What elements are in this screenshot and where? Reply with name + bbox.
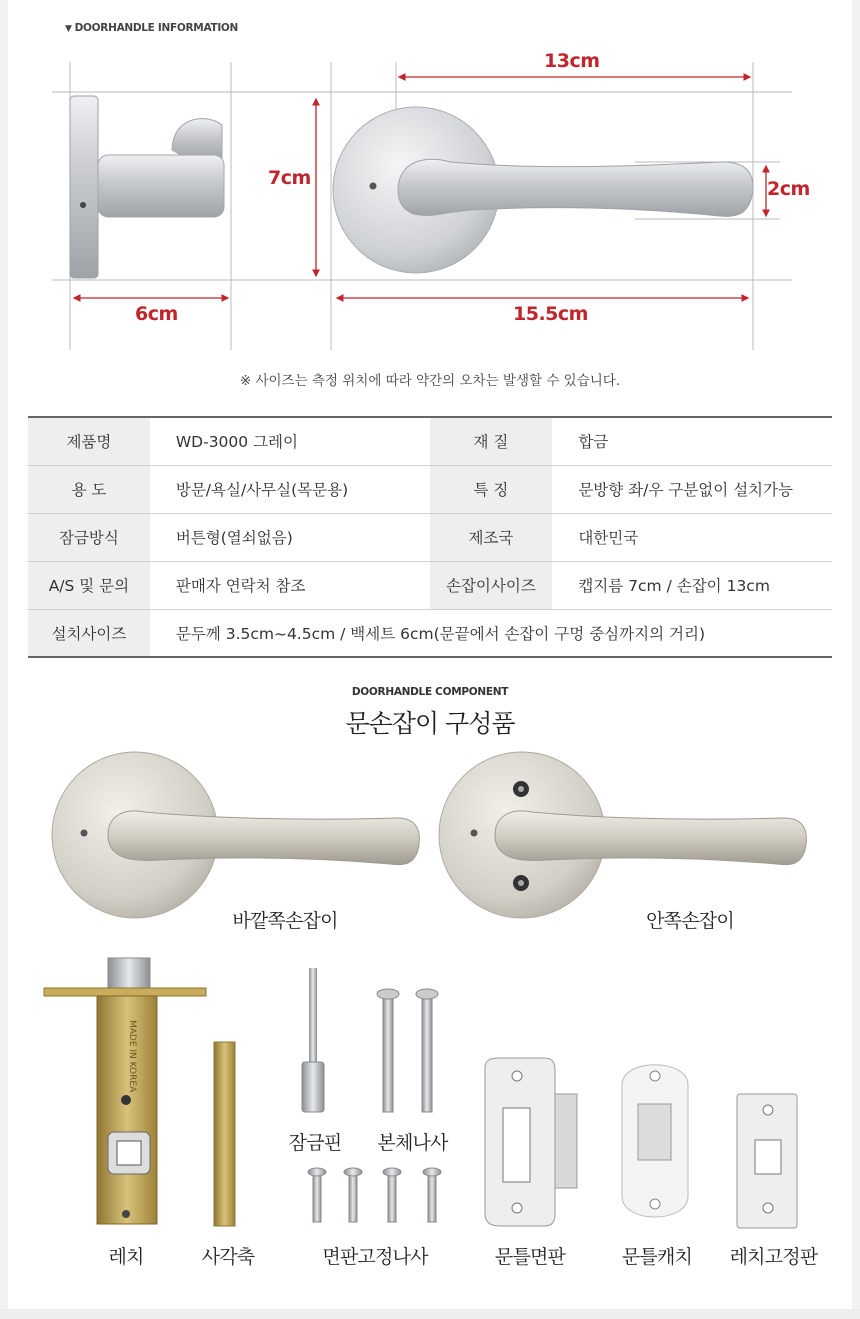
table-row bbox=[28, 609, 832, 657]
caption-lock-pin: 잠금핀 bbox=[288, 1132, 342, 1154]
caption-outer-handle: 바깥쪽손잡이 bbox=[232, 910, 338, 932]
spec-header: 설치사이즈 bbox=[28, 609, 150, 657]
body-screws-drawing bbox=[377, 989, 438, 1112]
triangle-down-icon: ▼ bbox=[65, 24, 72, 34]
info-section-label-text: DOORHANDLE INFORMATION bbox=[74, 22, 239, 34]
spec-header: 제조국 bbox=[430, 513, 553, 561]
dim-total-length: 15.5cm bbox=[513, 303, 588, 325]
spec-value: 판매자 연락처 참조 bbox=[150, 561, 430, 609]
spec-value: 문두께 3.5cm~4.5cm / 백세트 6cm(문끝에서 손잡이 구멍 중심까지의 거리) bbox=[175, 624, 705, 643]
info-section-label bbox=[65, 22, 238, 34]
caption-face-screws: 면판고정나사 bbox=[322, 1246, 428, 1268]
dim-width-top: 13cm bbox=[544, 50, 600, 72]
caption-latch-plate: 레치고정판 bbox=[729, 1246, 818, 1268]
spec-header: 손잡이사이즈 bbox=[430, 561, 553, 609]
side-view-handle-drawing bbox=[70, 96, 224, 278]
spec-value: 방문/욕실/사무실(목문용) bbox=[150, 465, 430, 513]
table-row bbox=[28, 513, 832, 561]
table-row bbox=[28, 417, 832, 465]
caption-spindle: 사각축 bbox=[201, 1246, 255, 1268]
spec-value: 버튼형(열쇠없음) bbox=[150, 513, 430, 561]
spec-header: 잠금방식 bbox=[28, 513, 150, 561]
spec-value: 문방향 좌/우 구분없이 설치가능 bbox=[552, 465, 832, 513]
caption-body-screws: 본체나사 bbox=[377, 1132, 448, 1154]
table-row bbox=[28, 465, 832, 513]
spec-value: 대한민국 bbox=[552, 513, 832, 561]
spec-value: 캡지름 7cm / 손잡이 13cm bbox=[552, 561, 832, 609]
dim-height: 7cm bbox=[268, 167, 311, 189]
size-note: ※ 사이즈는 측정 위치에 따라 약간의 오차는 발생할 수 있습니다. bbox=[239, 373, 621, 389]
latch-stamp-engraving: MADE IN KOREA bbox=[127, 1020, 137, 1093]
latch-drawing bbox=[44, 958, 206, 1224]
spindle-drawing bbox=[214, 1042, 235, 1226]
dim-handle-thickness: 2cm bbox=[767, 178, 810, 200]
spec-header: 용 도 bbox=[28, 465, 150, 513]
strike-catch-drawing bbox=[622, 1065, 688, 1217]
caption-strike-plate: 문틀면판 bbox=[494, 1246, 566, 1268]
caption-inner-handle: 안쪽손잡이 bbox=[646, 910, 734, 932]
caption-strike-catch: 문틀캐치 bbox=[621, 1246, 693, 1268]
dim-depth: 6cm bbox=[135, 303, 178, 325]
table-row bbox=[28, 561, 832, 609]
latch-plate-drawing bbox=[737, 1094, 797, 1228]
caption-latch: 레치 bbox=[108, 1246, 144, 1268]
spec-header: 특 징 bbox=[430, 465, 553, 513]
face-screws-drawing bbox=[308, 1168, 441, 1222]
spec-header: A/S 및 문의 bbox=[28, 561, 150, 609]
spec-header: 재 질 bbox=[430, 417, 553, 465]
inner-handle-drawing bbox=[439, 752, 806, 918]
spec-value: WD-3000 그레이 bbox=[150, 417, 430, 465]
spec-table bbox=[28, 416, 832, 658]
strike-plate-drawing bbox=[485, 1058, 577, 1226]
front-view-handle-drawing bbox=[333, 107, 753, 273]
component-kicker: DOORHANDLE COMPONENT bbox=[351, 686, 509, 698]
lock-pin-drawing bbox=[302, 968, 324, 1112]
outer-handle-drawing bbox=[52, 752, 419, 918]
spec-header: 제품명 bbox=[28, 417, 150, 465]
spec-value: 합금 bbox=[552, 417, 832, 465]
component-title: 문손잡이 구성품 bbox=[345, 709, 515, 738]
